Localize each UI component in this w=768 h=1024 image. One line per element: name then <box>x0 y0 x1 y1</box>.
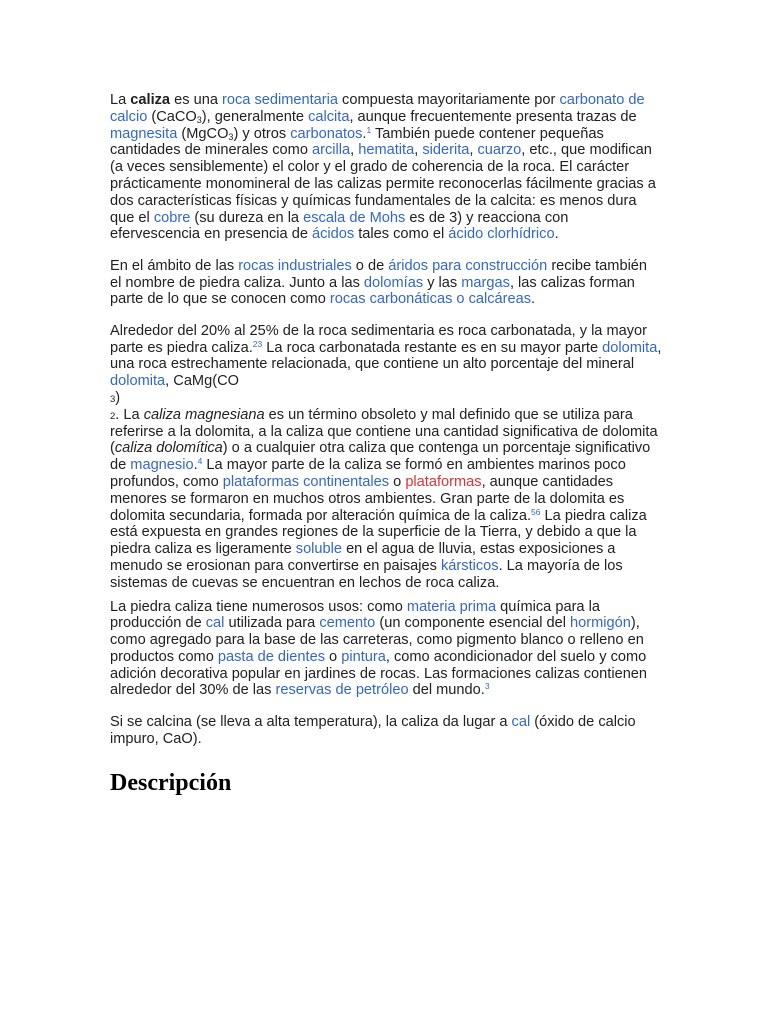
wiki-link[interactable]: arcilla <box>312 142 351 159</box>
text-run: o <box>325 648 342 665</box>
reference-marker[interactable]: 3 <box>484 681 490 692</box>
text-run: En el ámbito de las <box>110 257 239 274</box>
wiki-link[interactable]: margas <box>461 274 510 291</box>
text-run: , aunque frecuentemente presenta trazas de <box>349 108 637 125</box>
wiki-link[interactable]: cobre <box>153 209 191 226</box>
paragraph-spacer <box>110 308 662 323</box>
paragraph-uses <box>110 599 662 700</box>
text-run: ), generalmente <box>201 108 309 125</box>
wiki-link[interactable]: áridos para construcción <box>388 257 548 274</box>
text-run: es de 3) y reacciona con efervescencia en presencia de <box>110 209 569 243</box>
wiki-link[interactable]: materia prima <box>406 598 497 615</box>
italic-term: caliza dolomítica <box>114 440 223 457</box>
text-run: y las <box>423 274 462 291</box>
wiki-link[interactable]: soluble <box>295 541 343 558</box>
text-run: (un componente esencial del <box>375 615 571 632</box>
text-run: tales como el <box>354 226 449 243</box>
wiki-link[interactable]: hormigón <box>570 615 631 632</box>
wiki-link[interactable]: reservas de petróleo <box>275 682 409 699</box>
text-run: . La <box>115 406 144 423</box>
wiki-link[interactable]: rocas carbonáticas o calcáreas <box>329 291 532 308</box>
wiki-link[interactable]: dolomita <box>602 339 658 356</box>
text-run: , como acondicionador del suelo y como adición decorativa popular en jardines de rocas. Las formaciones calizas contienen alrededor del 30% de las <box>110 648 648 699</box>
text-run: ) <box>115 389 121 406</box>
section-heading-descripcion: Descripción <box>110 770 232 797</box>
chemical-subscript: 3 <box>196 114 202 125</box>
wiki-link[interactable]: roca sedimentaria <box>222 92 338 108</box>
paragraph-calcination <box>110 714 662 748</box>
wiki-link[interactable]: cemento <box>319 615 376 632</box>
wiki-link[interactable]: cuarzo <box>477 142 522 159</box>
wiki-link[interactable]: hematita <box>358 142 415 159</box>
wiki-link[interactable]: dolomías <box>363 274 424 291</box>
text-run: compuesta mayoritariamente por <box>338 92 560 108</box>
text-run: (su dureza en la <box>190 209 304 226</box>
text-run: , <box>350 142 359 159</box>
paragraph-spacer <box>110 243 662 258</box>
wiki-link[interactable]: carbonato de calcio <box>110 92 645 125</box>
paragraph-spacer <box>110 699 662 714</box>
bold-term: caliza <box>130 92 171 108</box>
wiki-link[interactable]: dolomita <box>110 373 166 390</box>
italic-term: caliza magnesiana <box>143 406 265 423</box>
wiki-link[interactable]: ácido clorhídrico <box>448 226 555 243</box>
text-run: del mundo. <box>408 682 485 699</box>
text-run: ) o a cualquier otra caliza que contenga un porcentaje significativo de <box>110 440 651 474</box>
text-run: , CaMg(CO <box>165 373 239 390</box>
text-run: recibe también el nombre de piedra caliza. Junto a las <box>110 257 648 291</box>
wiki-link[interactable]: escala de Mohs <box>303 209 406 226</box>
text-run: utilizada para <box>224 615 320 632</box>
text-run: Alrededor del 20% al 25% de la roca sedimentaria es roca carbonatada, y la mayor parte es piedra caliza. <box>110 322 648 356</box>
wiki-link[interactable]: carbonatos <box>290 125 363 142</box>
wiki-link[interactable]: magnesita <box>110 125 178 142</box>
wiki-link[interactable]: kársticos <box>441 557 499 574</box>
missing-article-link[interactable]: plataformas <box>405 473 482 490</box>
text-run: , etc., que modifican (a veces sensiblemente) el color y el grado de coherencia de la roca. El carácter prácticamente monomineral de las calizas permite reconocerlas fácilmente gracias a dos características físicas y químicas fundamentales de la calcita: es menos dura que el <box>110 142 656 226</box>
text-run: (óxido de calcio impuro, CaO). <box>110 713 636 747</box>
text-run: ), como agregado para la base de las carreteras, como pigmento blanco o relleno en productos como <box>110 615 644 665</box>
paragraph-industrial <box>110 258 662 308</box>
text-run: La piedra caliza está expuesta en grandes regiones de la superficie de la Tierra, y debido a que la piedra caliza es ligeramente <box>110 507 647 558</box>
text-run: La <box>110 92 131 108</box>
text-run: La mayor parte de la caliza se formó en ambientes marinos poco profundos, como <box>110 457 626 490</box>
text-run: , una roca estrechamente relacionada, que contiene un alto porcentaje del mineral <box>110 339 662 373</box>
text-run: o de <box>351 257 389 274</box>
text-run: También puede contener pequeñas cantidades de minerales como <box>110 125 604 159</box>
text-run: La piedra caliza tiene numerosos usos: como <box>110 598 407 615</box>
wiki-link[interactable]: magnesio <box>130 457 194 474</box>
text-run: ) y otros <box>233 125 291 142</box>
reference-marker[interactable]: 23 <box>252 338 263 349</box>
text-run: , aunque cantidades menores se formaron en muchos otros ambientes. Gran parte de la dolomita es dolomita secundaria, formada por alteración química de la caliza. <box>110 473 625 524</box>
text-run: . <box>554 226 559 243</box>
formula-subscript: 2 <box>110 410 116 422</box>
paragraph-spacer <box>110 592 662 599</box>
text-run: en el agua de lluvia, estas exposiciones a menudo se erosionan para convertirse en paisajes <box>110 541 616 574</box>
wiki-link[interactable]: plataformas continentales <box>222 473 390 490</box>
wiki-link[interactable]: cal <box>511 713 531 730</box>
reference-marker[interactable]: 4 <box>197 456 203 467</box>
text-run: (MgCO <box>177 125 229 142</box>
wiki-link[interactable]: pasta de dientes <box>217 648 325 665</box>
text-run: . La mayoría de los sistemas de cuevas se encuentran en lechos de roca caliza. <box>110 557 623 591</box>
reference-marker[interactable]: 56 <box>531 506 541 517</box>
article-body <box>110 92 662 797</box>
text-run: Si se calcina (se lleva a alta temperatura), la caliza da lugar a <box>110 713 512 730</box>
text-run: . <box>531 291 536 308</box>
wiki-link[interactable]: rocas industriales <box>238 257 352 274</box>
chemical-subscript: 3 <box>228 131 234 142</box>
wiki-link[interactable]: cal <box>205 615 225 632</box>
wiki-link[interactable]: siderita <box>422 142 470 159</box>
wiki-link[interactable]: pintura <box>341 648 386 665</box>
text-run: , <box>414 142 423 159</box>
paragraph-distribution <box>110 323 662 592</box>
text-run: química para la producción de <box>110 598 600 632</box>
text-run: . <box>362 125 367 142</box>
text-run: es un término obsoleto y mal definido que se utiliza para referirse a la dolomita, a la caliza que contiene una cantidad significativa de dolomita ( <box>110 406 658 457</box>
reference-marker[interactable]: 1 <box>366 124 372 135</box>
wiki-link[interactable]: ácidos <box>312 226 355 243</box>
text-run: , las calizas forman parte de lo que se conocen como <box>110 274 635 308</box>
text-run: , <box>469 142 478 159</box>
text-run: La roca carbonatada restante es en su mayor parte <box>262 339 603 356</box>
formula-subscript: 3 <box>110 393 116 405</box>
text-run: (CaCO <box>147 108 197 125</box>
text-run: es una <box>170 92 222 108</box>
text-run: o <box>389 473 406 490</box>
wiki-link[interactable]: calcita <box>308 108 350 125</box>
text-run: . <box>193 457 198 474</box>
paragraph-intro <box>110 92 662 243</box>
